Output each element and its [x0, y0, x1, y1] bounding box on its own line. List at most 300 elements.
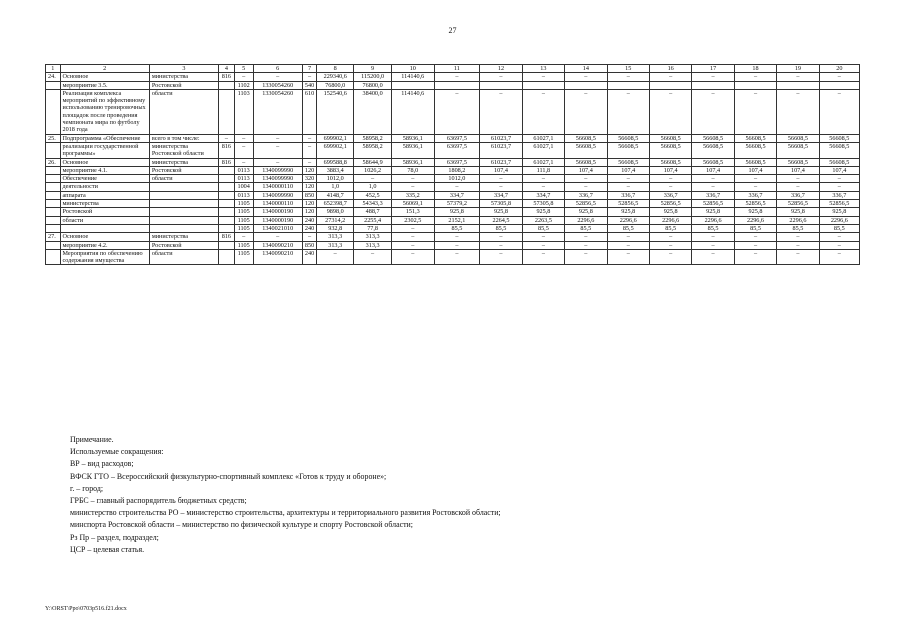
table-cell: 925,8 [819, 208, 859, 216]
table-cell [219, 81, 235, 89]
table-cell [46, 166, 61, 174]
table-cell: – [649, 175, 691, 183]
page-number: 27 [448, 26, 457, 35]
table-cell: – [434, 241, 480, 249]
table-cell: 107,4 [734, 166, 776, 174]
table-cell [149, 216, 218, 224]
table-cell: – [607, 233, 649, 241]
table-row [46, 183, 860, 191]
table-cell: 114140,6 [392, 73, 434, 81]
table-cell: – [649, 183, 691, 191]
table-cell: 1340099990 [253, 175, 302, 183]
table-cell: – [522, 249, 564, 265]
header-cell: 2 [60, 65, 149, 73]
table-cell: 229340,6 [317, 73, 354, 81]
header-cell: 19 [777, 65, 819, 73]
note-line: ВР – вид расходов; [70, 459, 134, 469]
table-cell: 52856,5 [649, 200, 691, 208]
table-cell: – [777, 241, 819, 249]
table-cell: Реализация комплекса мероприятий по эффективному использованию тренировочных площадок после проведения чемпионата мира по футболу 2018 года [60, 89, 149, 134]
table-cell: – [392, 233, 434, 241]
table-cell: 120 [302, 166, 317, 174]
table-cell: – [819, 249, 859, 265]
table-cell [219, 224, 235, 232]
table-cell [46, 216, 61, 224]
table-cell: 334,7 [480, 191, 522, 199]
table-cell [46, 249, 61, 265]
table-cell: – [253, 73, 302, 81]
table-cell: 76800,0 [317, 81, 354, 89]
table-cell: 925,8 [649, 208, 691, 216]
table-cell: – [234, 233, 253, 241]
table-cell: 56608,5 [565, 134, 607, 142]
header-cell: 18 [734, 65, 776, 73]
table-cell: 76800,0 [354, 81, 392, 89]
table-cell: 1340000190 [253, 208, 302, 216]
table-cell: – [522, 175, 564, 183]
table-cell [734, 81, 776, 89]
table-cell: – [522, 73, 564, 81]
table-cell: области [60, 216, 149, 224]
table-cell: 925,8 [434, 208, 480, 216]
table-cell: Ростовской [149, 166, 218, 174]
table-cell: 52856,5 [819, 200, 859, 208]
note-line: г. – город; [70, 483, 104, 493]
table-cell: 336,7 [734, 191, 776, 199]
table-cell: – [692, 183, 734, 191]
table-cell: – [522, 241, 564, 249]
table-cell: 107,4 [777, 166, 819, 174]
table-row [46, 89, 860, 134]
header-cell: 16 [649, 65, 691, 73]
table-row [46, 142, 860, 158]
table-cell: 1340000110 [253, 183, 302, 191]
table-cell: 313,3 [354, 241, 392, 249]
table-cell: области [149, 89, 218, 134]
table-cell: 1340000110 [253, 200, 302, 208]
table-row [46, 73, 860, 81]
table-cell: 85,5 [607, 224, 649, 232]
table-row [46, 158, 860, 166]
table-cell: 2296,6 [734, 216, 776, 224]
table-cell: 107,4 [565, 166, 607, 174]
table-cell: 452,5 [354, 191, 392, 199]
table-cell: 56608,5 [819, 134, 859, 142]
table-cell: 2264,5 [480, 216, 522, 224]
table-cell: 56608,5 [777, 134, 819, 142]
table-cell: 52856,5 [734, 200, 776, 208]
table-cell: – [777, 233, 819, 241]
table-cell: – [692, 73, 734, 81]
table-cell: – [777, 73, 819, 81]
note-line: ЦСР – целевая статья. [70, 544, 145, 554]
table-cell: 336,7 [649, 191, 691, 199]
table-row [46, 134, 860, 142]
table-cell [46, 191, 61, 199]
table-cell: – [392, 175, 434, 183]
table-cell: 61023,7 [480, 134, 522, 142]
table-cell: Ростовской [149, 241, 218, 249]
table-cell: 56608,5 [734, 134, 776, 142]
table-cell [777, 81, 819, 89]
table-cell: – [480, 249, 522, 265]
table-cell: 488,7 [354, 208, 392, 216]
table-cell: – [649, 249, 691, 265]
table-cell: – [480, 233, 522, 241]
table-cell: 1340090210 [253, 249, 302, 265]
table-cell [819, 81, 859, 89]
table-cell: – [234, 134, 253, 142]
table-cell [46, 208, 61, 216]
table-cell: – [565, 249, 607, 265]
table-cell: – [607, 89, 649, 134]
table-cell: мероприятие 3.5. [60, 81, 149, 89]
table-cell: 54343,3 [354, 200, 392, 208]
table-cell: 27. [46, 233, 61, 241]
note-line: Примечание. [70, 435, 114, 444]
table-cell: Основное [60, 158, 149, 166]
table-cell: 85,5 [434, 224, 480, 232]
table-cell: 0113 [234, 166, 253, 174]
table-cell [149, 191, 218, 199]
table-cell: – [480, 183, 522, 191]
table-cell: 61023,7 [480, 158, 522, 166]
table-cell: 1004 [234, 183, 253, 191]
table-cell [219, 183, 235, 191]
table-cell: 85,5 [777, 224, 819, 232]
notes-section [70, 434, 850, 556]
table-cell: аппарата [60, 191, 149, 199]
table-cell [219, 166, 235, 174]
note-line: ГРБС – главный распорядитель бюджетных средств; [70, 496, 247, 506]
table-cell: 335,2 [392, 191, 434, 199]
table-cell: – [607, 175, 649, 183]
table-cell: 58936,1 [392, 134, 434, 142]
table-cell: – [819, 241, 859, 249]
table-cell: – [392, 224, 434, 232]
table-cell: министерства [149, 158, 218, 166]
table-cell: 0113 [234, 175, 253, 183]
table-cell: 336,7 [692, 191, 734, 199]
table-cell: – [692, 241, 734, 249]
table-cell: 61027,1 [522, 142, 564, 158]
table-cell [565, 81, 607, 89]
table-cell [46, 224, 61, 232]
table-cell: 1340021010 [253, 224, 302, 232]
table-cell [522, 81, 564, 89]
table-cell: – [734, 175, 776, 183]
table-cell: 120 [302, 183, 317, 191]
table-cell: – [565, 73, 607, 81]
table-cell: 336,7 [819, 191, 859, 199]
table-cell: – [253, 158, 302, 166]
table-cell: 24. [46, 73, 61, 81]
table-cell: – [565, 89, 607, 134]
header-cell: 6 [253, 65, 302, 73]
header-cell: 14 [565, 65, 607, 73]
table-cell: 56608,5 [692, 142, 734, 158]
table-cell: 52856,5 [692, 200, 734, 208]
header-cell: 12 [480, 65, 522, 73]
table-cell: 313,3 [317, 241, 354, 249]
table-cell: 816 [219, 233, 235, 241]
table-cell: – [777, 183, 819, 191]
table-cell: – [302, 233, 317, 241]
table-cell: 107,4 [649, 166, 691, 174]
table-cell: – [565, 175, 607, 183]
table-cell: 63697,5 [434, 142, 480, 158]
table-cell: 1105 [234, 224, 253, 232]
header-cell: 9 [354, 65, 392, 73]
table-cell: 3883,4 [317, 166, 354, 174]
table-cell: – [734, 241, 776, 249]
table-cell: 932,8 [317, 224, 354, 232]
table-cell: – [565, 233, 607, 241]
header-cell: 7 [302, 65, 317, 73]
table-cell: – [480, 89, 522, 134]
table-cell: – [480, 175, 522, 183]
table-cell: 107,4 [819, 166, 859, 174]
table-row [46, 166, 860, 174]
table-cell: мероприятие 4.1. [60, 166, 149, 174]
table-cell: – [692, 89, 734, 134]
table-cell: 2296,6 [777, 216, 819, 224]
table-cell: 151,3 [392, 208, 434, 216]
table-cell: 114140,6 [392, 89, 434, 134]
table-cell: – [522, 183, 564, 191]
table-cell: – [392, 183, 434, 191]
table-cell: Ростовской [60, 208, 149, 216]
table-cell: – [734, 89, 776, 134]
table-cell: 925,8 [607, 208, 649, 216]
table-cell: 57305,8 [480, 200, 522, 208]
table-cell: – [649, 241, 691, 249]
table-cell: 925,8 [565, 208, 607, 216]
table-cell [46, 241, 61, 249]
header-cell: 20 [819, 65, 859, 73]
table-cell: Подпрограмма «Обеспечение [60, 134, 149, 142]
table-cell: 107,4 [480, 166, 522, 174]
table-cell: 336,7 [777, 191, 819, 199]
table-cell: 699902,1 [317, 142, 354, 158]
table-cell: 56608,5 [777, 142, 819, 158]
footer-file-path: Y:\ORST\Ppo\0703p516.f21.docx [45, 606, 127, 612]
table-cell [649, 81, 691, 89]
table-cell: 56608,5 [565, 142, 607, 158]
table-row [46, 200, 860, 208]
table-cell: Основное [60, 73, 149, 81]
header-cell: 13 [522, 65, 564, 73]
table-cell [149, 224, 218, 232]
table-cell: – [317, 249, 354, 265]
table-cell: 1330054260 [253, 81, 302, 89]
table-cell: 925,8 [777, 208, 819, 216]
table-cell: министерства [149, 73, 218, 81]
table-cell [434, 81, 480, 89]
table-cell: 52856,5 [565, 200, 607, 208]
table-cell: 1340099990 [253, 166, 302, 174]
note-line: Рз Пр – раздел, подраздел; [70, 532, 159, 542]
header-cell: 4 [219, 65, 235, 73]
table-cell: министерства [60, 200, 149, 208]
table-cell: 56608,5 [565, 158, 607, 166]
table-cell: всего в том числе: [149, 134, 218, 142]
table-cell: 925,8 [692, 208, 734, 216]
table-cell: – [777, 249, 819, 265]
table-cell: – [777, 89, 819, 134]
table-cell: 85,5 [480, 224, 522, 232]
table-row [46, 81, 860, 89]
table-cell: 120 [302, 208, 317, 216]
table-cell: 56069,1 [392, 200, 434, 208]
table-cell: министерства Ростовской области [149, 142, 218, 158]
table-cell: 85,5 [692, 224, 734, 232]
table-cell: 85,5 [649, 224, 691, 232]
table-cell [149, 208, 218, 216]
table-cell: 1102 [234, 81, 253, 89]
table-cell: 2296,6 [819, 216, 859, 224]
table-cell: 925,8 [522, 208, 564, 216]
table-cell: – [480, 73, 522, 81]
table-cell [219, 249, 235, 265]
table-cell: 1012,0 [434, 175, 480, 183]
table-cell: 336,7 [565, 191, 607, 199]
table-cell: – [434, 89, 480, 134]
table-cell: 77,8 [354, 224, 392, 232]
table-cell: – [649, 89, 691, 134]
table-cell: 52856,5 [777, 200, 819, 208]
table-cell: 850 [302, 191, 317, 199]
table-cell: 25. [46, 134, 61, 142]
table-cell: 540 [302, 81, 317, 89]
table-cell: 1808,2 [434, 166, 480, 174]
table-header-row [46, 65, 860, 73]
note-line: минспорта Ростовской области – министерство по физической культуре и спорту Ростовской области; [70, 520, 413, 530]
table-cell [149, 183, 218, 191]
table-cell: 1330054260 [253, 89, 302, 134]
table-cell: – [734, 183, 776, 191]
table-cell: 1103 [234, 89, 253, 134]
table-cell: 850 [302, 241, 317, 249]
table-cell: – [607, 249, 649, 265]
table-cell: 816 [219, 73, 235, 81]
table-cell: 26. [46, 158, 61, 166]
table-cell [46, 183, 61, 191]
table-cell: 56608,5 [734, 142, 776, 158]
table-cell: 56608,5 [692, 158, 734, 166]
header-cell: 10 [392, 65, 434, 73]
table-cell: – [649, 233, 691, 241]
table-cell: 240 [302, 216, 317, 224]
table-cell: 925,8 [734, 208, 776, 216]
table-cell: 1105 [234, 200, 253, 208]
table-cell: – [219, 134, 235, 142]
table-cell: 1105 [234, 208, 253, 216]
table-cell: – [565, 241, 607, 249]
table-cell [219, 216, 235, 224]
table-cell: Основное [60, 233, 149, 241]
table-cell: – [734, 73, 776, 81]
table-row [46, 241, 860, 249]
table-cell [46, 81, 61, 89]
table-cell: – [392, 249, 434, 265]
table-cell: Мероприятия по обеспечению содержания имущества [60, 249, 149, 265]
table-cell: – [354, 249, 392, 265]
table-cell: 56608,5 [819, 158, 859, 166]
table-cell: – [234, 142, 253, 158]
table-cell [46, 200, 61, 208]
table-cell [46, 142, 61, 158]
table-cell: 63697,5 [434, 158, 480, 166]
table-cell: – [819, 73, 859, 81]
table-cell: 56608,5 [649, 134, 691, 142]
table-cell: 699588,8 [317, 158, 354, 166]
table-cell: – [434, 249, 480, 265]
table-cell: 1340000190 [253, 216, 302, 224]
table-cell [392, 81, 434, 89]
table-cell: 56608,5 [607, 134, 649, 142]
table-cell: 85,5 [565, 224, 607, 232]
table-cell: – [234, 73, 253, 81]
table-cell: 107,4 [607, 166, 649, 174]
table-row [46, 224, 860, 232]
table-cell: 61027,1 [522, 158, 564, 166]
header-cell: 11 [434, 65, 480, 73]
table-cell: 111,8 [522, 166, 564, 174]
table-cell [219, 191, 235, 199]
table-cell: 334,7 [522, 191, 564, 199]
table-cell: 85,5 [522, 224, 564, 232]
table-cell: 57379,2 [434, 200, 480, 208]
table-cell: 1105 [234, 241, 253, 249]
table-cell: реализации государственной программы» [60, 142, 149, 158]
table-cell: Обеспечение [60, 175, 149, 183]
table-cell: 56608,5 [734, 158, 776, 166]
table-cell: – [434, 183, 480, 191]
table-cell: 240 [302, 224, 317, 232]
table-cell: 0113 [234, 191, 253, 199]
note-line: министерство строительства РО – министерство строительства, архитектуры и территориального развития Ростовской области; [70, 508, 501, 518]
table-cell: 9898,0 [317, 208, 354, 216]
table-cell: 56608,5 [649, 158, 691, 166]
table-cell [46, 89, 61, 134]
table-cell: 52856,5 [607, 200, 649, 208]
budget-table [45, 64, 860, 265]
table-cell [219, 175, 235, 183]
table-cell: – [819, 175, 859, 183]
table-cell: – [522, 89, 564, 134]
table-row [46, 233, 860, 241]
table-cell: 240 [302, 249, 317, 265]
table-cell: 1012,0 [317, 175, 354, 183]
table-cell: 56608,5 [607, 158, 649, 166]
table-cell: – [734, 233, 776, 241]
table-cell: – [607, 73, 649, 81]
table-cell: 699902,1 [317, 134, 354, 142]
table-cell: – [734, 249, 776, 265]
table-cell: – [354, 175, 392, 183]
table-cell: 816 [219, 158, 235, 166]
table-cell: 85,5 [819, 224, 859, 232]
table-cell: 56608,5 [777, 158, 819, 166]
table-cell: 2296,6 [692, 216, 734, 224]
table-cell: 61023,7 [480, 142, 522, 158]
table-cell: 1,0 [354, 183, 392, 191]
table-cell: 1105 [234, 249, 253, 265]
table-row [46, 191, 860, 199]
table-cell: 152540,6 [317, 89, 354, 134]
table-cell: деятельности [60, 183, 149, 191]
